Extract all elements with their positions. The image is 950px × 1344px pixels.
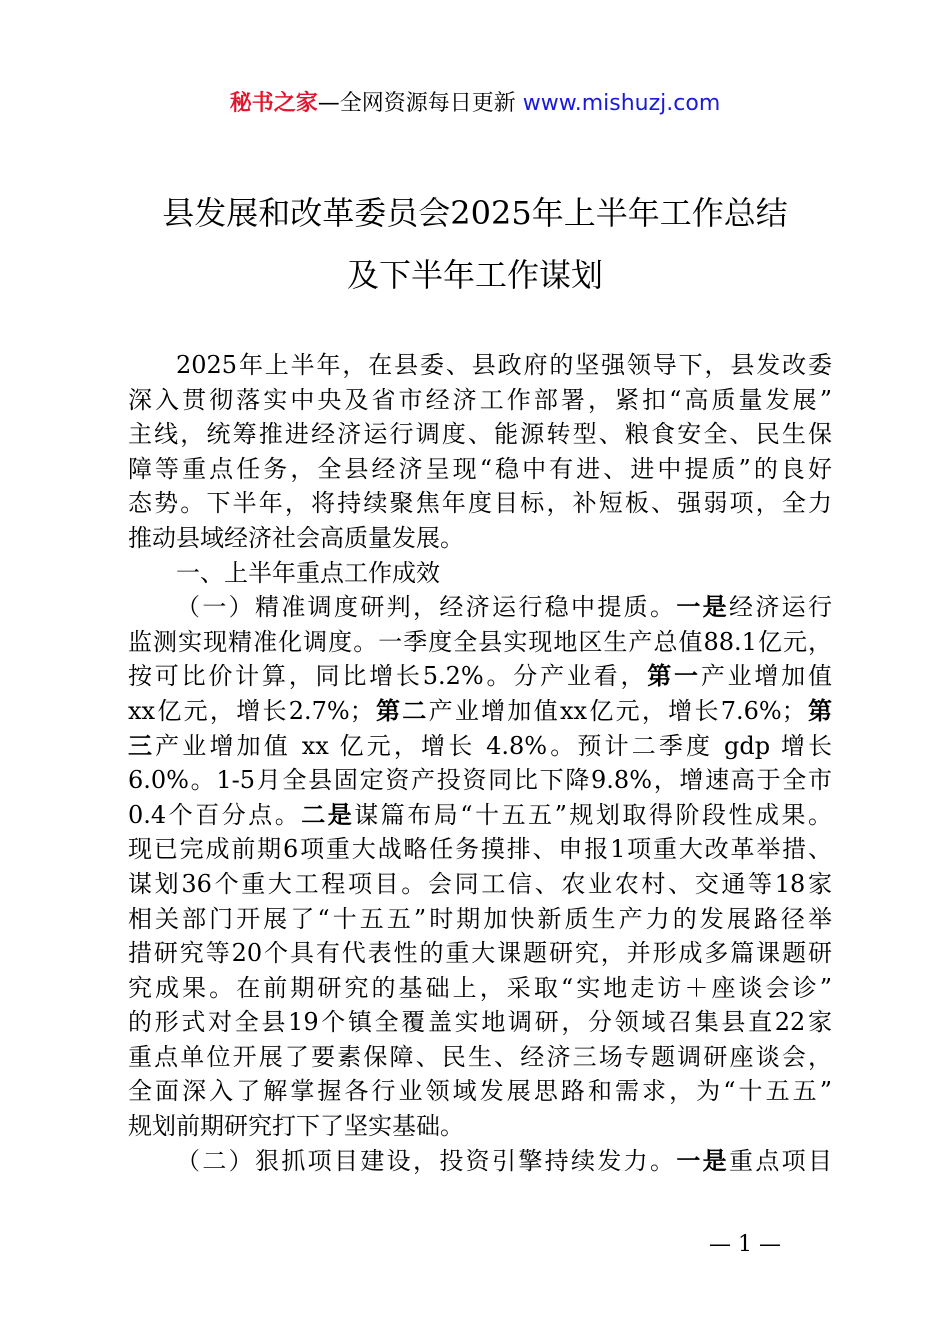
document-title: [0, 188, 950, 300]
watermark-tagline: —全网资源每日更新: [317, 91, 523, 116]
text-run: 产业增加值xx亿元，增长7.6%；: [428, 696, 806, 725]
text-run: 0.4个百分点。: [128, 800, 302, 829]
bold-marker: 第二: [373, 695, 429, 725]
paragraph-line: 主线，统筹推进经济运行调度、能源转型、粮食安全、民生保: [128, 420, 832, 449]
paragraph-line: 规划前期研究打下了坚实基础。: [128, 1112, 464, 1141]
section-heading: 一、上半年重点工作成效: [176, 558, 440, 587]
paragraph-line: 的形式对全县19个镇全覆盖实地调研，分领域召集县直22家: [128, 1008, 832, 1037]
bold-marker: 三: [128, 730, 156, 760]
paragraph-line: 深入贯彻落实中央及省市经济工作部署，紧扣“高质量发展”: [128, 385, 832, 414]
title-line-2: 及下半年工作谋划: [346, 256, 603, 294]
paragraph-line: [128, 694, 832, 729]
paragraph-line: [128, 659, 832, 694]
text-run: 产业增加值 xx 亿元，增长 4.8%。预计二季度 gdp 增长: [155, 731, 832, 760]
watermark-url-link[interactable]: www.mishuzj.com: [522, 91, 721, 116]
subheading-text: （一）精准调度研判，经济运行稳中提质。: [176, 593, 677, 622]
bold-marker: 二是: [301, 799, 355, 829]
document-body: [128, 348, 832, 1178]
text-run: 产业增加值: [700, 662, 832, 691]
paragraph-line: 谋划36个重大工程项目。会同工信、农业农村、交通等18家: [128, 869, 832, 898]
paragraph-line: 全面深入了解掌握各行业领域发展思路和需求，为“十五五”: [128, 1077, 832, 1106]
paragraph-line: 究成果。在前期研究的基础上，采取“实地走访＋座谈会诊”: [128, 973, 832, 1002]
bold-marker: 一是: [676, 1145, 730, 1175]
paragraph-line: 推动县域经济社会高质量发展。: [128, 523, 464, 552]
text-run: 谋篇布局“十五五”规划取得阶段性成果。: [354, 800, 832, 829]
text-run: 重点项目: [729, 1146, 833, 1175]
bold-marker: 一是: [676, 592, 730, 622]
bold-marker: 第: [805, 695, 832, 725]
paragraph-line: 现已完成前期6项重大战略任务摸排、申报1项重大改革举措、: [128, 835, 832, 864]
subheading-text: （二）狠抓项目建设，投资引擎持续发力。: [176, 1146, 677, 1175]
paragraph-line: [128, 1144, 832, 1179]
paragraph-line: [128, 729, 832, 764]
title-line-1: 县发展和改革委员会2025年上半年工作总结: [162, 194, 788, 232]
paragraph-line: [128, 590, 832, 625]
text-run: 按可比价计算，同比增长5.2%。分产业看，: [128, 662, 648, 691]
watermark-brand: 秘书之家: [229, 91, 318, 116]
page-number: — 1 —: [709, 1232, 781, 1257]
paragraph-line: 2025年上半年，在县委、县政府的坚强领导下，县发改委: [176, 351, 832, 379]
header-watermark: [0, 88, 950, 120]
paragraph-line: 重点单位开展了要素保障、民生、经济三场专题调研座谈会，: [128, 1042, 832, 1071]
text-run: xx亿元，增长2.7%；: [128, 696, 374, 725]
paragraph-line: 相关部门开展了“十五五”时期加快新质生产力的发展路径举: [128, 904, 832, 933]
paragraph-line: 监测实现精准化调度。一季度全县实现地区生产总值88.1亿元，: [128, 627, 832, 656]
paragraph-line: 6.0%。1-5月全县固定资产投资同比下降9.8%，增速高于全市: [128, 766, 832, 795]
paragraph-line: 障等重点任务，全县经济呈现“稳中有进、进中提质”的良好: [128, 454, 832, 483]
bold-marker: 第一: [647, 661, 701, 691]
text-run: 经济运行: [729, 593, 833, 622]
paragraph-line: 态势。下半年，将持续聚焦年度目标，补短板、强弱项，全力: [128, 489, 832, 518]
paragraph-line: 措研究等20个具有代表性的重大课题研究，并形成多篇课题研: [128, 939, 832, 968]
paragraph-line: [128, 798, 832, 833]
